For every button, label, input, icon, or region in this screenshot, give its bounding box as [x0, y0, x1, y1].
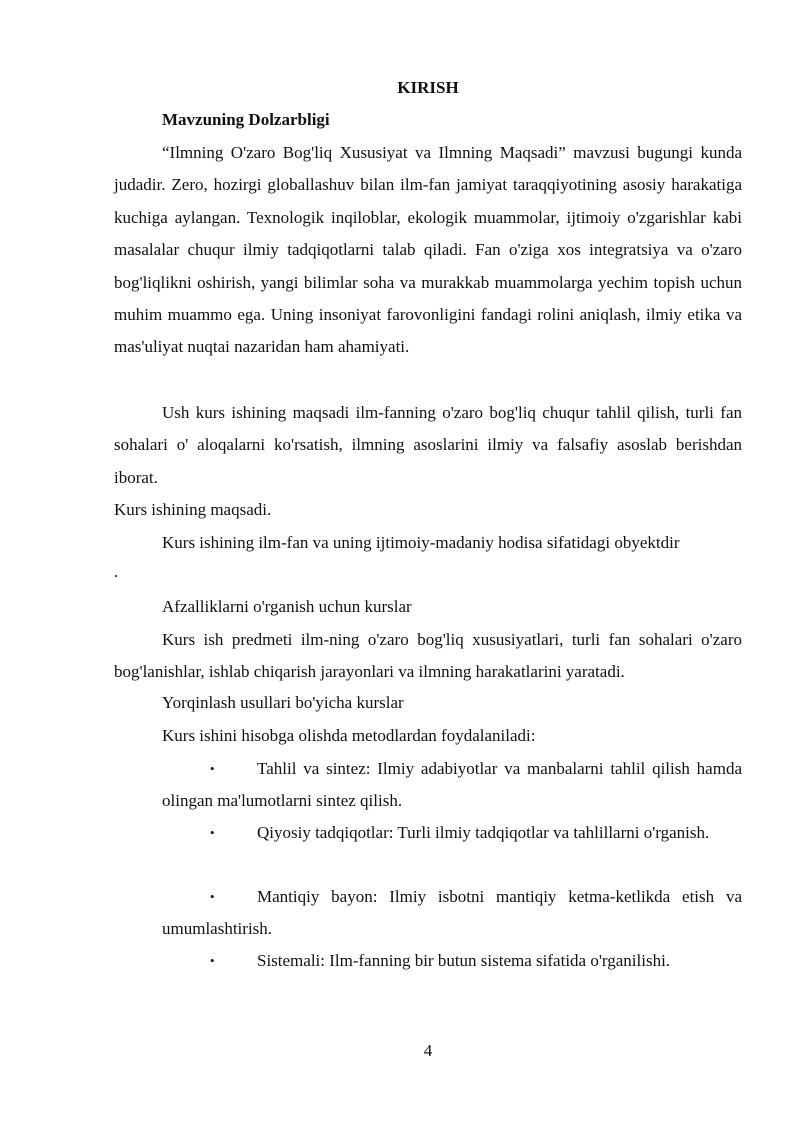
paragraph-purpose: Ush kurs ishining maqsadi ilm-fanning o'zaro bog'liq chuqur tahlil qilish, turli fan sohalari o' aloqalarni ko'rsatish, ilmning asoslarini ilmiy va falsafiy asoslab berishdan iborat.: [114, 403, 742, 487]
subsection-heading: Mavzuning Dolzarbligi: [162, 110, 330, 129]
page-number: 4: [423, 1041, 433, 1060]
bullet-icon: •: [210, 825, 215, 840]
bullet-icon: •: [210, 761, 215, 776]
list-item-text: Sistemali: Ilm-fanning bir butun sistema sifatida o'rganilishi.: [257, 951, 671, 970]
line-dot: .: [114, 562, 119, 581]
list-item: [162, 753, 742, 818]
bullet-icon: •: [210, 889, 215, 904]
list-item: [162, 945, 742, 977]
list-item: [162, 881, 742, 946]
bullet-icon: •: [210, 953, 215, 968]
list-item: [162, 817, 742, 849]
line-methods-heading: Yorqinlash usullari bo'yicha kurslar: [162, 693, 404, 712]
list-item-text: Mantiqiy bayon: Ilmiy isbotni mantiqiy ketma-ketlikda etish va umumlashtirish.: [162, 887, 742, 939]
line-advantages: Afzalliklarni o'rganish uchun kurslar: [162, 597, 412, 616]
section-title: KIRISH: [397, 78, 459, 97]
paragraph-relevance: “Ilmning O'zaro Bog'liq Xususiyat va Ilmning Maqsadi” mavzusi bugungi kunda judadir. Zero, hozirgi globallashuv bilan ilm-fan jamiyat taraqqiyotining asosiy harakatiga kuchiga aylangan. Texnologik inqiloblar, ekologik muammolar, ijtimoiy o'zgarishlar kabi masalalar chuqur ilmiy tadqiqotlarni talab qiladi. Fan o'ziga xos integratsiya va o'zaro bog'liqlikni oshirish, yangi bilimlar soha va murakkab muammolarga yechim topish uchun muhim muammo ega. Uning insoniyat farovonligini fandagi rolini aniqlash, ilmiy etika va mas'uliyat nuqtai nazaridan ham ahamiyati.: [114, 143, 742, 357]
line-methods-intro: Kurs ishini hisobga olishda metodlardan foydalaniladi:: [162, 726, 536, 745]
list-item-text: Tahlil va sintez: Ilmiy adabiyotlar va manbalarni tahlil qilish hamda olingan ma'lumotlarni sintez qilish.: [162, 759, 742, 811]
list-item-text: Qiyosiy tadqiqotlar: Turli ilmiy tadqiqotlar va tahlillarni o'rganish.: [257, 823, 710, 842]
line-course-goal: Kurs ishining maqsadi.: [114, 500, 272, 519]
line-course-object: Kurs ishining ilm-fan va uning ijtimoiy-madaniy hodisa sifatidagi obyektdir: [162, 533, 680, 552]
paragraph-subject: Kurs ish predmeti ilm-ning o'zaro bog'liq xususiyatlari, turli fan sohalari o'zaro bog'lanishlar, ishlab chiqarish jarayonlari va ilmning harakatlarini yaratadi.: [114, 630, 742, 682]
